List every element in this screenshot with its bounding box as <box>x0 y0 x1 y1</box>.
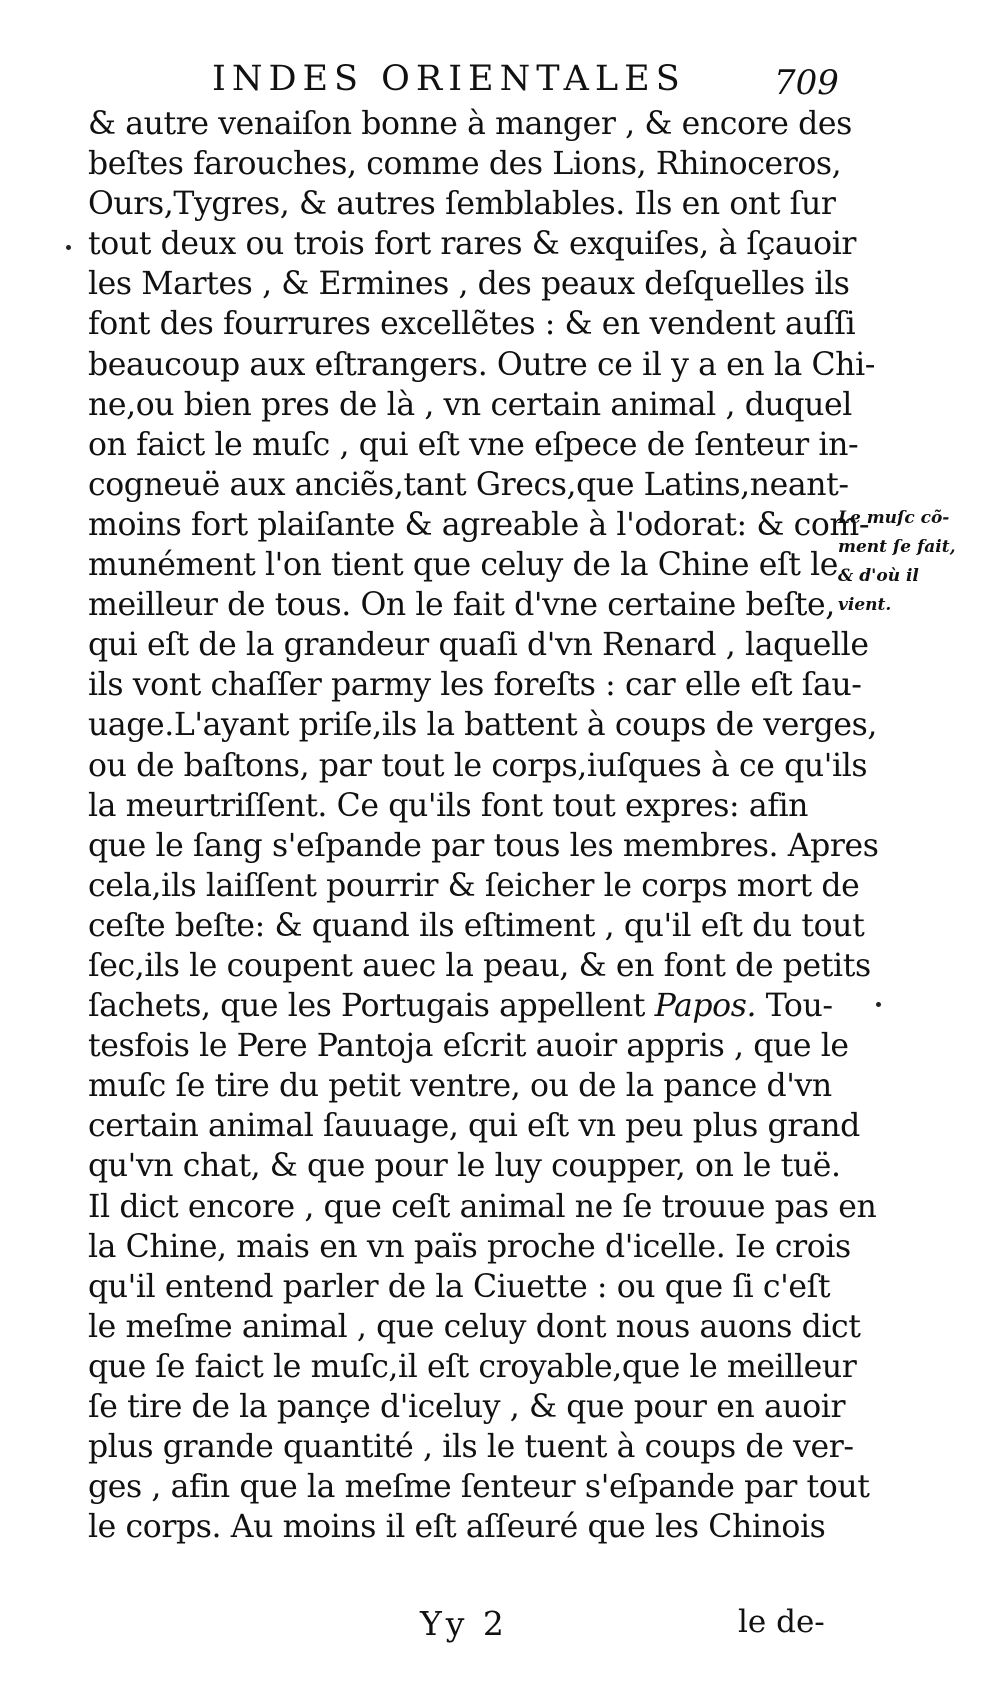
text-line: ne,ou bien pres de là , vn certain animal , duquel <box>88 386 852 423</box>
text-line: beſtes farouches, comme des Lions, Rhinoceros, <box>88 146 842 183</box>
text-line: cogneuë aux anciẽs,tant Grecs,que Latins,neant- <box>88 466 849 503</box>
marginal-note <box>838 504 988 620</box>
text-line: ſec,ils le coupent auec la peau, & en font de petits <box>88 947 871 984</box>
text-line: la meurtriſſent. Ce qu'ils font tout expres: afin <box>88 787 809 824</box>
text-line: le meſme animal , que celuy dont nous auons dict <box>88 1308 861 1345</box>
text-line: tesfois le Pere Pantoja eſcrit auoir appris , que le <box>88 1028 849 1065</box>
text-line: que ſe faict le muſc,il eſt croyable,que le meilleur <box>88 1348 857 1385</box>
text-line: ceſte beſte: & quand ils eſtiment , qu'il eſt du tout <box>88 907 865 944</box>
text-line: muſc ſe tire du petit ventre, ou de la pance d'vn <box>88 1068 832 1105</box>
text-line: meilleur de tous. On le fait d'vne certaine beſte, <box>88 587 835 624</box>
text-line: tout deux ou trois fort rares & exquiſes, à ſçauoir <box>88 226 857 263</box>
text-line: ils vont chaſſer parmy les foreſts : car elle eſt ſau- <box>88 667 862 704</box>
text-line: qu'vn chat, & que pour le luy coupper, on le tuë. <box>88 1148 841 1185</box>
text-line: ſachets, que les Portugais appellent Papos. Tou- <box>88 988 833 1025</box>
marginal-note-line: ment ſe fait, <box>838 537 956 557</box>
page-number: 709 <box>774 63 839 103</box>
running-title: INDES ORIENTALES <box>212 59 686 99</box>
text-line: le corps. Au moins il eſt aſſeuré que les Chinois <box>88 1509 826 1546</box>
text-line: beaucoup aux eſtrangers. Outre ce il y a en la Chi- <box>88 346 875 383</box>
text-line: la Chine, mais en vn païs proche d'icelle. Ie crois <box>88 1228 851 1265</box>
text-line: les Martes , & Ermines , des peaux deſquelles ils <box>88 266 850 303</box>
stray-ink-mark <box>66 245 71 250</box>
text-line: ſe tire de la pançe d'iceluy , & que pour en auoir <box>88 1389 846 1425</box>
text-line: on faict le muſc , qui eſt vne eſpece de ſenteur in- <box>88 426 859 463</box>
stray-ink-mark <box>876 1002 881 1007</box>
text-line: plus grande quantité , ils le tuent à coups de ver- <box>88 1429 854 1466</box>
catchword: le de- <box>738 1604 825 1640</box>
text-line: munément l'on tient que celuy de la Chine eſt le <box>88 547 839 584</box>
text-line: Ours,Tygres, & autres ſemblables. Ils en ont ſur <box>88 186 836 223</box>
text-line: certain animal ſauuage, qui eſt vn peu plus grand <box>88 1108 860 1145</box>
text-line: Il dict encore , que ceſt animal ne ſe trouue pas en <box>88 1188 877 1225</box>
text-line: ou de baſtons, par tout le corps,iuſques à ce qu'ils <box>88 747 868 784</box>
text-line: qui eſt de la grandeur quaſi d'vn Renard , laquelle <box>88 627 869 664</box>
signature-mark: Yy 2 <box>420 1604 508 1643</box>
text-line: ges , afin que la meſme ſenteur s'eſpande par tout <box>88 1469 870 1506</box>
marginal-note-line: & d'où il <box>838 566 919 586</box>
text-line: font des fourrures excellẽtes : & en vendent auſſi <box>88 306 856 343</box>
marginal-note-line: vient. <box>838 595 892 615</box>
text-line: qu'il entend parler de la Ciuette : ou que ſi c'eſt <box>88 1268 831 1305</box>
text-line: & autre venaiſon bonne à manger , & encore des <box>88 106 852 142</box>
text-line: que le ſang s'eſpande par tous les membres. Apres <box>88 827 879 864</box>
text-line: cela,ils laiſſent pourrir & ſeicher le corps mort de <box>88 867 860 904</box>
marginal-note-line: Le muſc cõ- <box>838 508 950 528</box>
italic-term: Papos. <box>654 988 757 1025</box>
text-line: moins fort plaiſante & agreable à l'odorat: & com- <box>88 506 870 543</box>
text-line: uage.L'ayant priſe,ils la battent à coups de verges, <box>88 707 877 744</box>
